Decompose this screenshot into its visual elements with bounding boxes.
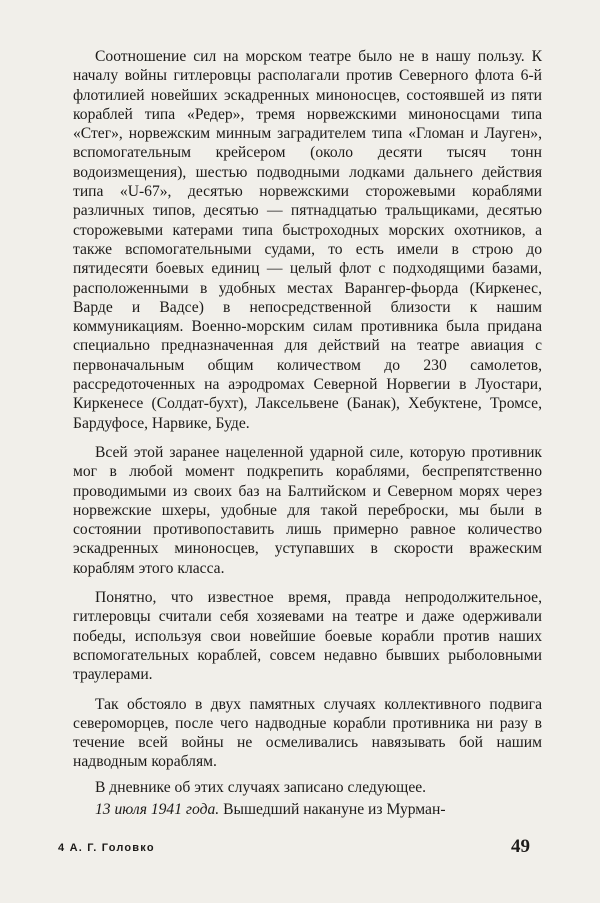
paragraph-diary-intro: В дневнике об этих случаях записано следующее. [95, 778, 427, 796]
printer-signature: 4 А. Г. Головко [58, 842, 155, 854]
page-footer [58, 836, 530, 860]
diary-date: 13 июля 1941 года. [95, 800, 220, 818]
page-number: 49 [511, 836, 530, 857]
diary-entry-text: Вышедший накануне из Мурман- [223, 800, 446, 818]
paragraph-enemy-strike-force: Всей этой заранее нацеленной ударной силе, которую противник мог в любой момент подкрепить кораблями, беспрепятственно проводимыми из своих баз на Балтийском и Северном морях через норвежские шхеры, удобные для такой переброски, мы были в состоянии противопоставить лишь примерно равное количество эскадренных миноносцев, уступавших в скорости вражеским кораблям этого класса. [73, 443, 542, 577]
paragraph-collective-feat: Так обстояло в двух памятных случаях коллективного подвига североморцев, после чего надводные корабли противника ни разу в течение всей войны не осмеливались навязывать бой нашим надводным кораблям. [73, 695, 542, 771]
body-text [73, 47, 542, 819]
paragraph-diary-entry [73, 800, 542, 819]
paragraph-forces-balance: Соотношение сил на морском театре было не в нашу пользу. К началу войны гитлеровцы располагали против Северного флота 6-й флотилией новейших эскадренных миноносцев, состоявшей из пяти кораблей типа «Редер», тремя норвежскими миноносцами типа «Стег», норвежским минным заградителем типа «Гломан и Лауген», вспомогательным крейсером (около десяти тысяч тонн водоизмещения), шестью подводными лодками дальнего действия типа «U-67», десятью норвежскими сторожевыми кораблями различных типов, десятью — пятнадцатью тральщиками, десятью сторожевыми катерами типа быстроходных морских охотников, а также вспомогательными судами, то есть имели в строю до пятидесяти боевых единиц — целый флот с подходящими базами, расположенными в удобных местах Варангер-фьорда (Киркенес, Варде и Вадсе) в непосредственной близости к нашим коммуникациям. Военно-морским силам противника была придана специально предназначенная для действий на театре авиация с первоначальным общим количеством до 230 самолетов, рассредоточенных на аэродромах Северной Норвегии в Луостари, Киркенесе (Солдат-бухт), Лаксельвене (Банак), Хебуктене, Тромсе, Бардуфосе, Нарвике, Буде. [73, 48, 542, 432]
paragraph-enemy-early-victories: Понятно, что известное время, правда непродолжительное, гитлеровцы считали себя хозяевами на театре и даже одерживали победы, используя свои новейшие боевые корабли против наших вспомогательных кораблей, совсем недавно бывших рыболовными траулерами. [73, 589, 542, 684]
